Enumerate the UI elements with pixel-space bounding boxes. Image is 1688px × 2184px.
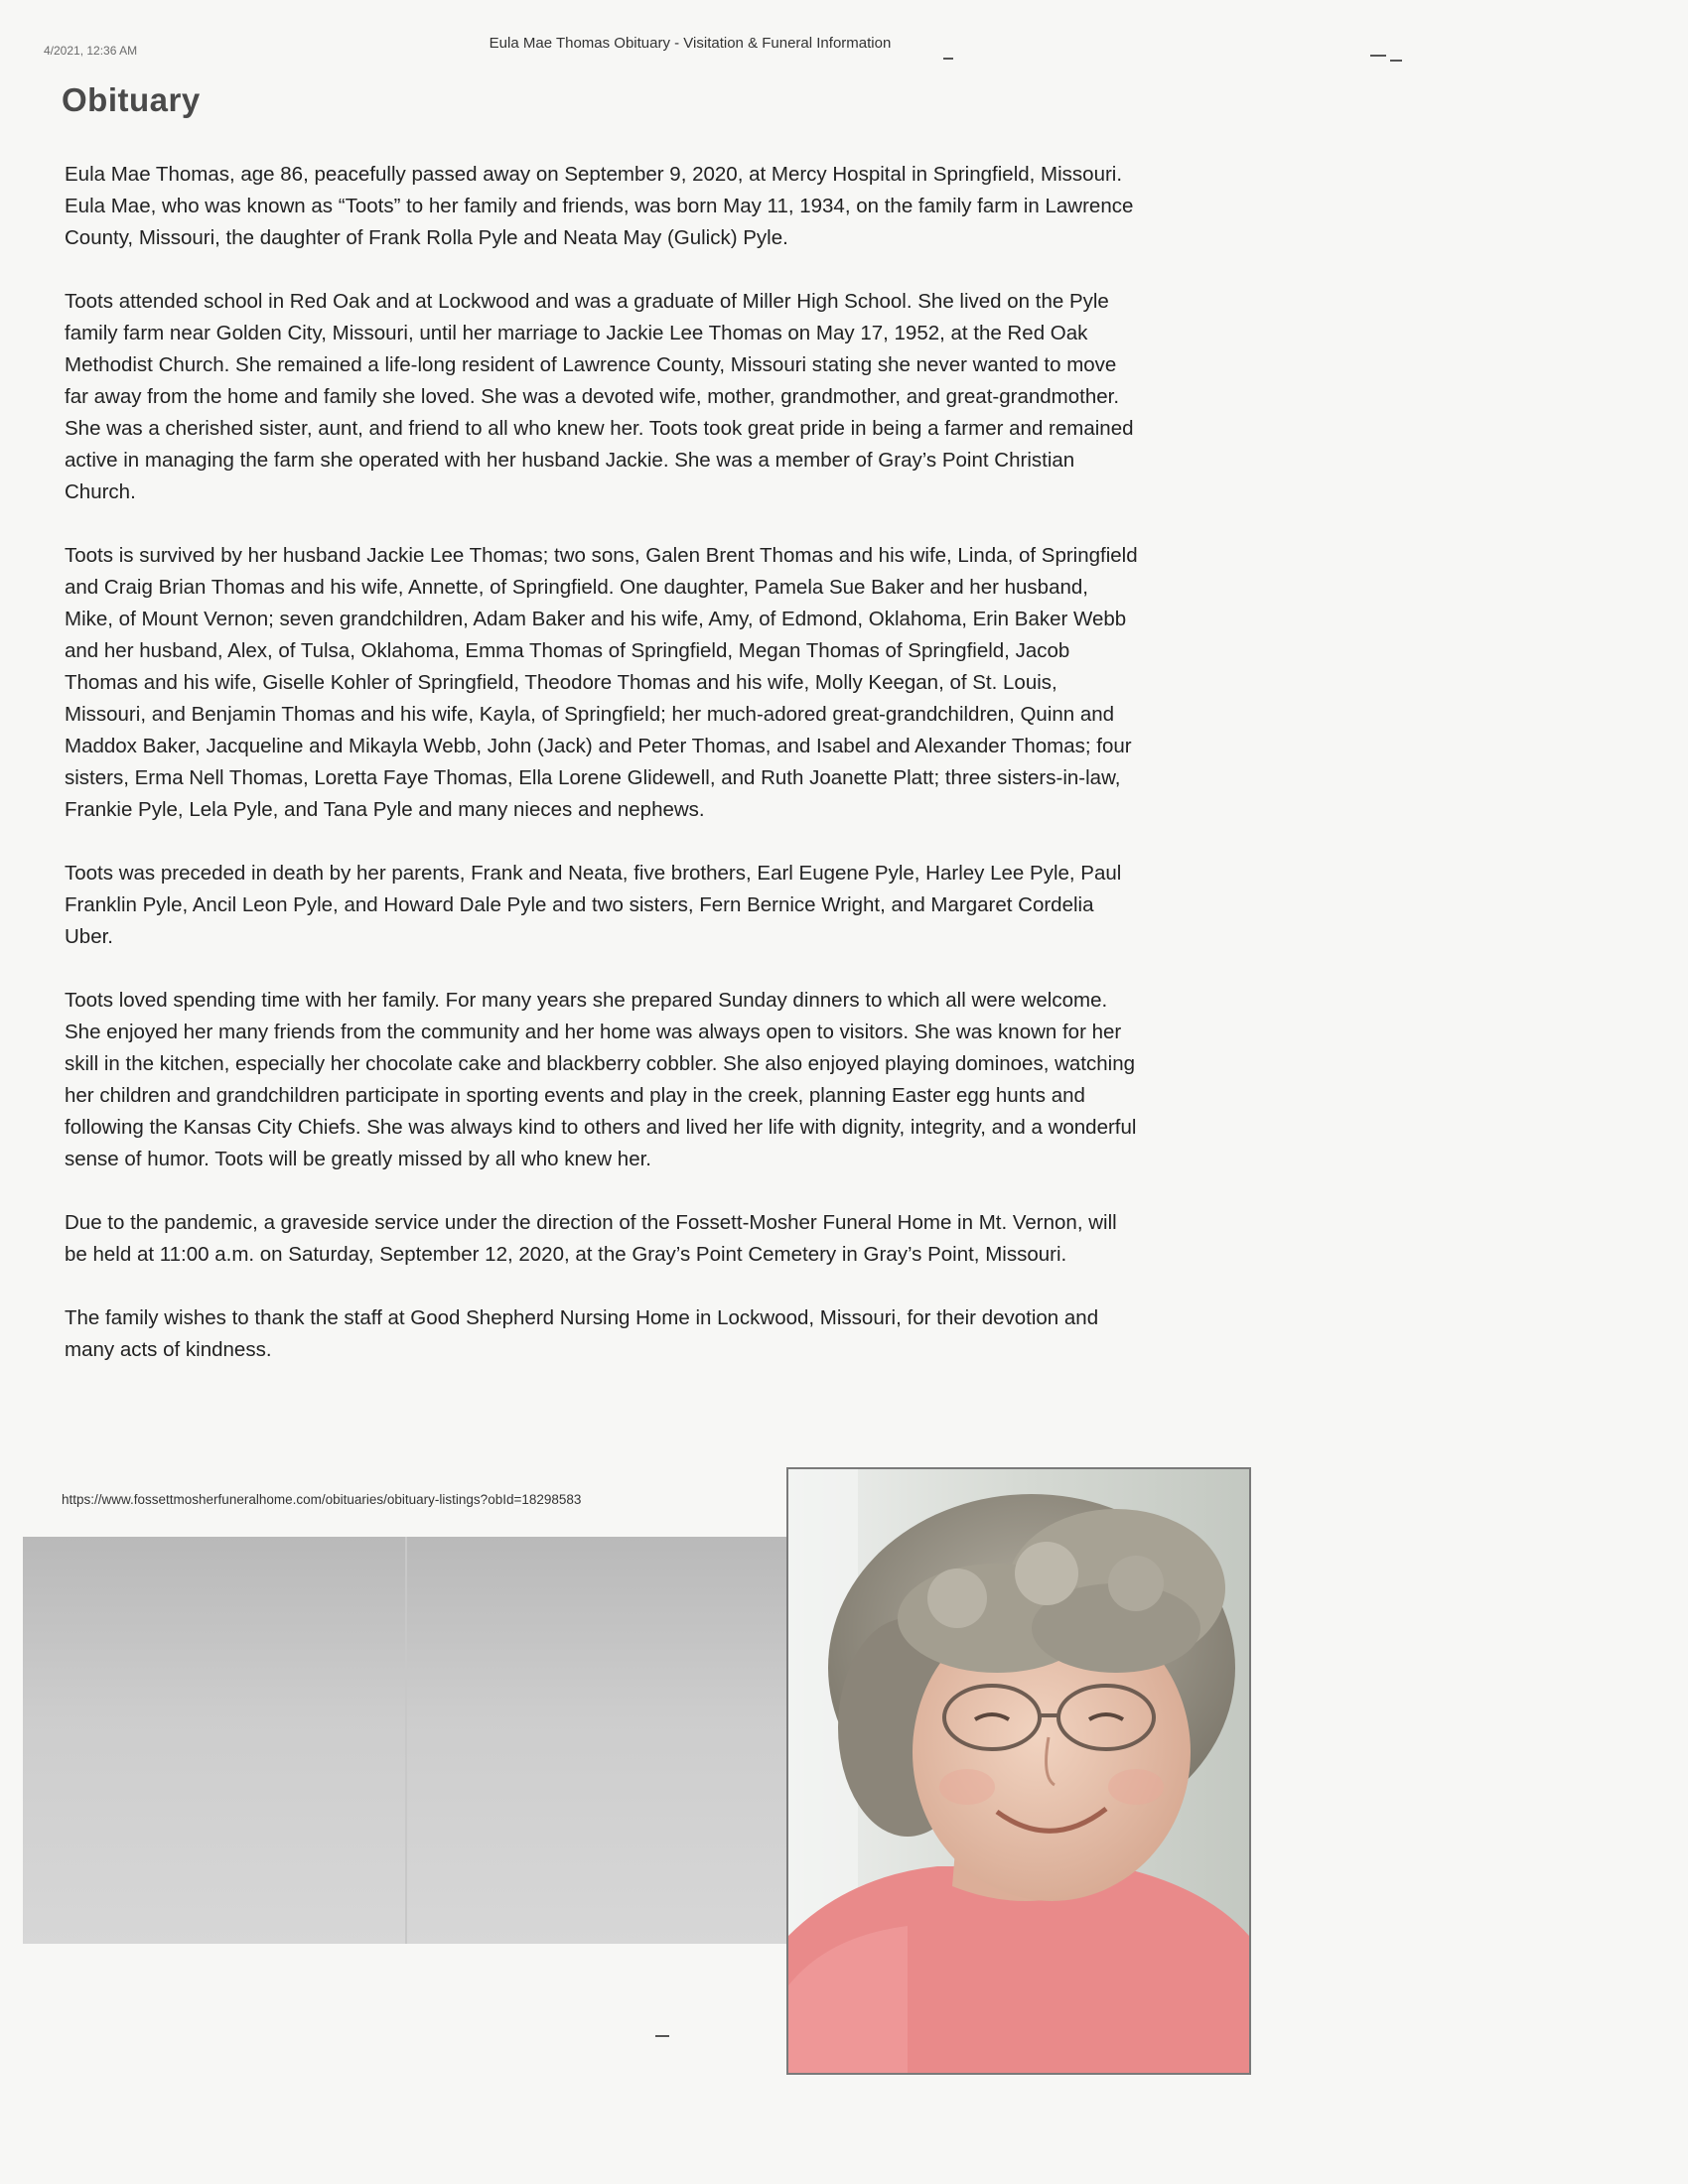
scan-seam <box>405 1537 407 1944</box>
page-title: Obituary <box>62 81 201 118</box>
obituary-paragraph-life: Toots attended school in Red Oak and at Lockwood and was a graduate of Miller High School. She lived on the Pyle family farm near Golden City, Missouri, until her marriage to Jackie Lee Thomas on May 17, 1952, at the Red Oak Methodist Church. She remained a life-long resident of Lawrence County, Missouri stating she never wanted to move far away from the home and family she loved. She was a devoted wife, mother, grandmother, and great-grandmother. She was a cherished sister, aunt, and friend to all who knew her. Toots took great pride in being a farmer and remained active in managing the farm she operated with her husband Jackie. She was a member of Gray’s Point Christian Church. <box>65 290 1134 503</box>
source-url-link[interactable]: https://www.fossettmosherfuneralhome.com/obituaries/obituary-listings?obId=18298583 <box>62 1492 582 1507</box>
portrait-illustration <box>788 1469 1249 2073</box>
obituary-paragraph-thanks: The family wishes to thank the staff at Good Shepherd Nursing Home in Lockwood, Missouri, for their devotion and many acts of kindness. <box>65 1306 1099 1361</box>
scan-speck <box>943 58 953 60</box>
scan-gray-area <box>23 1537 794 1944</box>
obituary-paragraph-intro: Eula Mae Thomas, age 86, peacefully passed away on September 9, 2020, at Mercy Hospital in Springfield, Missouri. Eula Mae, who was known as “Toots” to her family and friends, was born May 11, 1934, on the family farm in Lawrence County, Missouri, the daughter of Frank Rolla Pyle and Neata May (Gulick) Pyle. <box>65 163 1134 249</box>
scan-speck <box>1370 55 1386 57</box>
scan-speck <box>1390 60 1402 62</box>
portrait-photo <box>786 1467 1251 2075</box>
obituary-paragraph-interests: Toots loved spending time with her family. For many years she prepared Sunday dinners to which all were welcome. She enjoyed her many friends from the community and her home was always open to visitors. She was known for her skill in the kitchen, especially her chocolate cake and blackberry cobbler. She also enjoyed playing dominoes, watching her children and grandchildren participate in sporting events and play in the creek, planning Easter egg hunts and following the Kansas City Chiefs. She was always kind to others and lived her life with dignity, integrity, and a wonderful sense of humor. Toots will be greatly missed by all who knew her. <box>65 989 1137 1170</box>
obituary-paragraph-survivors: Toots is survived by her husband Jackie Lee Thomas; two sons, Galen Brent Thomas and his wife, Linda, of Springfield and Craig Brian Thomas and his wife, Annette, of Springfield. One daughter, Pamela Sue Baker and her husband, Mike, of Mount Vernon; seven grandchildren, Adam Baker and his wife, Amy, of Edmond, Oklahoma, Erin Baker Webb and her husband, Alex, of Tulsa, Oklahoma, Emma Thomas of Springfield, Megan Thomas of Springfield, Jacob Thomas and his wife, Giselle Kohler of Springfield, Theodore Thomas and his wife, Molly Keegan, of St. Louis, Missouri, and Benjamin Thomas and his wife, Kayla, of Springfield; her much-adored great-grandchildren, Quinn and Maddox Baker, Jacqueline and Mikayla Webb, John (Jack) and Peter Thomas, and Isabel and Alexander Thomas; four sisters, Erma Nell Thomas, Loretta Faye Thomas, Ella Lorene Glidewell, and Ruth Joanette Platt; three sisters-in-law, Frankie Pyle, Lela Pyle, and Tana Pyle and many nieces and nephews. <box>65 544 1138 821</box>
scan-speck <box>655 2035 669 2037</box>
print-date-stamp: 4/2021, 12:36 AM <box>44 44 138 58</box>
obituary-body <box>65 159 1142 1398</box>
page-header-title: Eula Mae Thomas Obituary - Visitation & Funeral Information <box>489 35 892 52</box>
obituary-paragraph-preceded: Toots was preceded in death by her parents, Frank and Neata, five brothers, Earl Eugene Pyle, Harley Lee Pyle, Paul Franklin Pyle, Ancil Leon Pyle, and Howard Dale Pyle and two sisters, Fern Bernice Wright, and Margaret Cordelia Uber. <box>65 862 1122 948</box>
obituary-paragraph-service: Due to the pandemic, a graveside service under the direction of the Fossett-Mosher Funeral Home in Mt. Vernon, will be held at 11:00 a.m. on Saturday, September 12, 2020, at the Gray’s Point Cemetery in Gray’s Point, Missouri. <box>65 1211 1117 1266</box>
